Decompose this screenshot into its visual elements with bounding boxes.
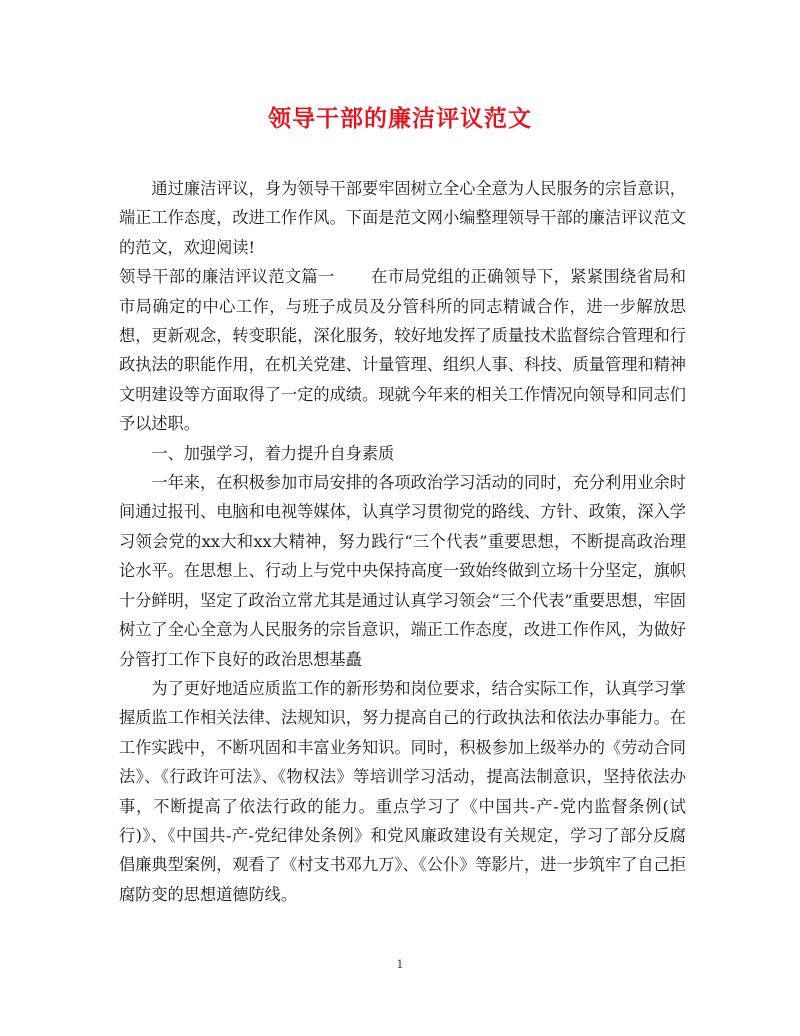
document-title: 领导干部的廉洁评议范文 xyxy=(268,105,532,132)
document-body xyxy=(119,174,686,909)
article-label: 领导干部的廉洁评议范文篇一 xyxy=(119,267,335,287)
paragraph-study: 一年来，在积极参加市局安排的各项政治学习活动的同时，充分利用业余时间通过报刊、电脑和电视等媒体，认真学习贯彻党的路线、方针、政策，深入学习领会党的xx大和xx大精神，努力践行“三个代表”重要思想，不断提高政治理论水平。在思想上、行动上与党中央保持高度一致始终做到立场十分坚定，旗帜十分鲜明，坚定了政治立常尤其是通过认真学习领会“三个代表”重要思想，牢固树立了全心全意为人民服务的宗旨意识，端正工作态度，改进工作作风，为做好分管打工作下良好的政治思想基矗 xyxy=(119,473,686,669)
intro-paragraph: 通过廉洁评议，身为领导干部要牢固树立全心全意为人民服务的宗旨意识，端正工作态度，改进工作作风。下面是范文网小编整理领导干部的廉洁评议范文的范文，欢迎阅读! xyxy=(119,179,686,257)
article-lead-text: 在市局党组的正确领导下，紧紧围绕省局和市局确定的中心工作，与班子成员及分管科所的同志精诚合作，进一步解放思想，更新观念，转变职能，深化服务，较好地发挥了质量技术监督综合管理和行政执法的职能作用，在机关党建、计量管理、组织人事、科技、质量管理和精神文明建设等方面取得了一定的成绩。现就今年来的相关工作情况向领导和同志们予以述职。 xyxy=(119,267,686,434)
page-number: 1 xyxy=(396,958,404,971)
paragraph-legal-study: 为了更好地适应质监工作的新形势和岗位要求，结合实际工作，认真学习掌握质监工作相关法律、法规知识，努力提高自己的行政执法和依法办事能力。在工作实践中，不断巩固和丰富业务知识。同时，积极参加上级举办的《劳动合同法》、《行政许可法》、《物权法》等培训学习活动，提高法制意识，坚持依法办事，不断提高了依法行政的能力。重点学习了《中国共-产-党内监督条例(试行)》、《中国共-产-党纪律处条例》和党风廉政建设有关规定，学习了部分反腐倡廉典型案例，观看了《村支书邓九万》、《公仆》等影片，进一步筑牢了自己拒腐防变的思想道德防线。 xyxy=(119,678,686,904)
article-lead-paragraph xyxy=(119,262,686,438)
section-heading: 一、加强学习，着力提升自身素质 xyxy=(151,443,395,463)
